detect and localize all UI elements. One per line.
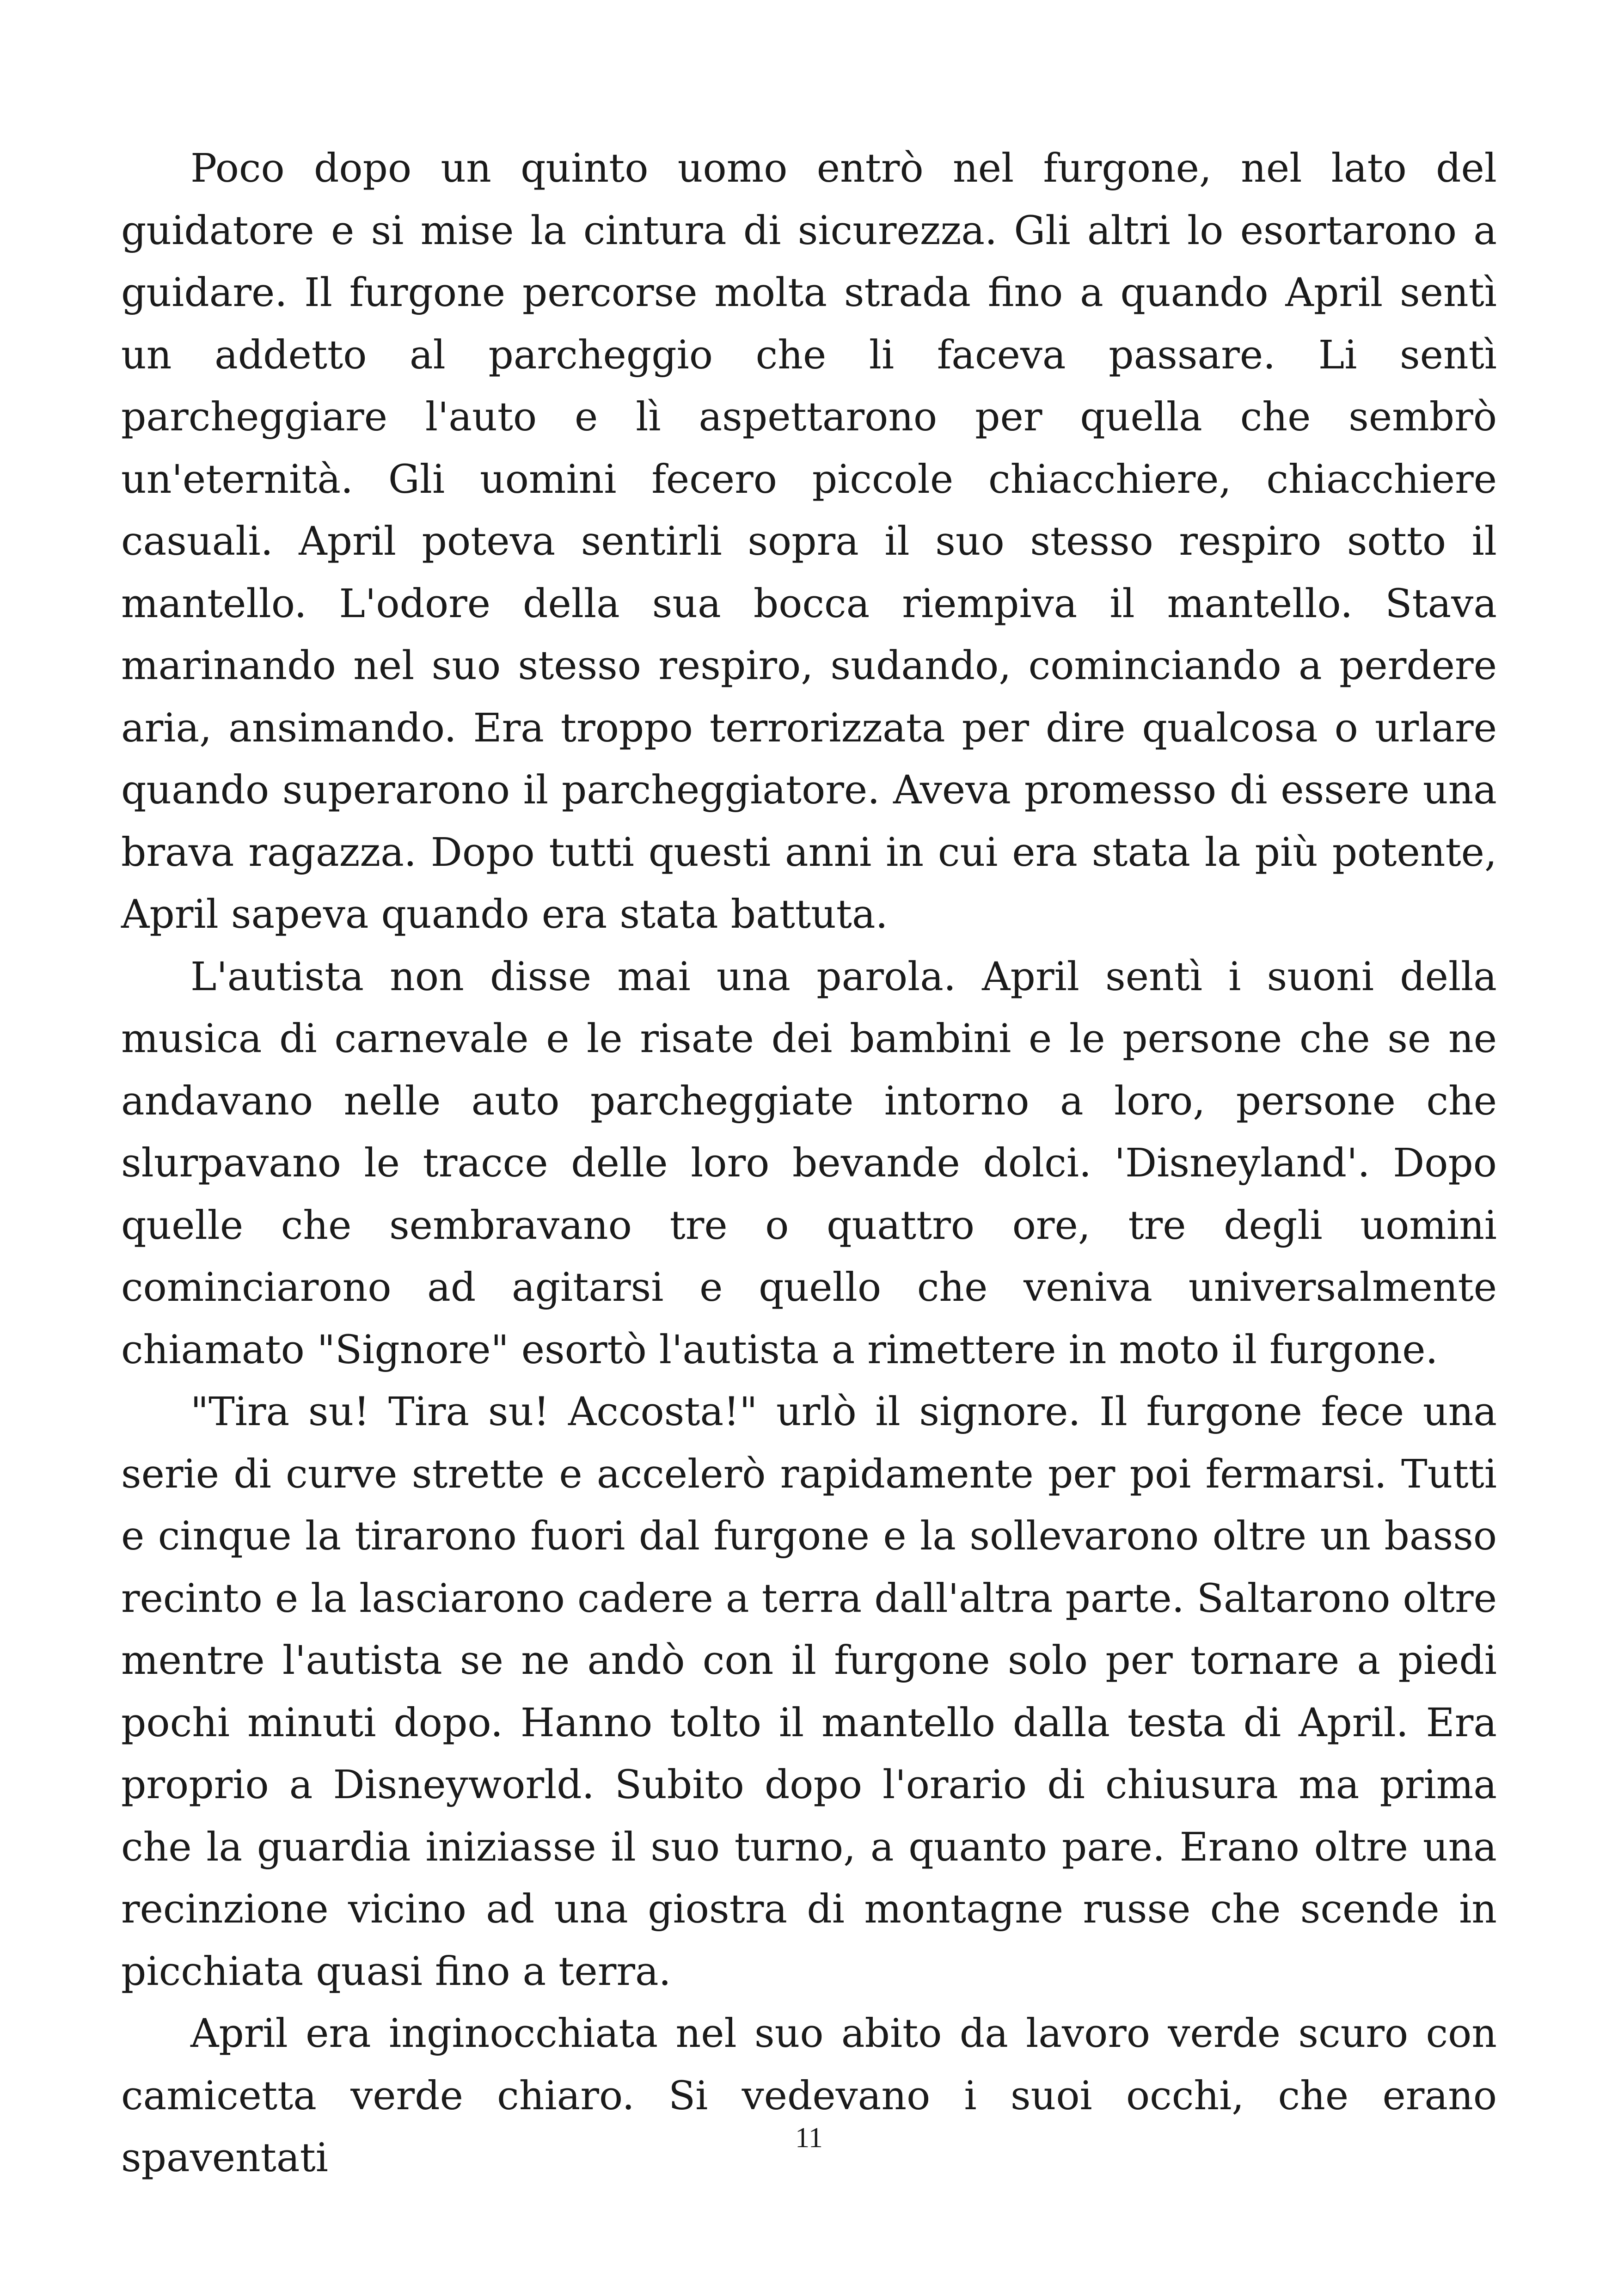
- paragraph: April era inginocchiata nel suo abito da lavoro verde scuro con camicetta verde chiaro. Si vedevano i suoi occhi, che erano spaventati: [121, 2011, 1497, 2181]
- paragraph: Poco dopo un quinto uomo entrò nel furgone, nel lato del guidatore e si mise la cintura di sicurezza. Gli altri lo esortarono a guidare. Il furgone percorse molta strada fino a quando April sentì un addetto al parcheggio che li faceva passare. Li sentì parcheggiare l'auto e lì aspettarono per quella che sembrò un'eternità. Gli uomini fecero piccole chiacchiere, chiacchiere casuali. April poteva sentirli sopra il suo stesso respiro sotto il mantello. L'odore della sua bocca riempiva il mantello. Stava marinando nel suo stesso respiro, sudando, cominciando a perdere aria, ansimando. Era troppo terrorizzata per dire qualcosa o urlare quando superarono il parcheggiatore. Aveva promesso di essere una brava ragazza. Dopo tutti questi anni in cui era stata la più potente, April sapeva quando era stata battuta.: [121, 146, 1497, 937]
- body-text: [121, 138, 1497, 2190]
- page-number: 11: [795, 2122, 823, 2154]
- paragraph: L'autista non disse mai una parola. April sentì i suoni della musica di carnevale e le risate dei bambini e le persone che se ne andavano nelle auto parcheggiate intorno a loro, persone che slurpavano le tracce delle loro bevande dolci. 'Disneyland'. Dopo quelle che sembravano tre o quattro ore, tre degli uomini cominciarono ad agitarsi e quello che veniva universalmente chiamato "Signore" esortò l'autista a rimettere in moto il furgone.: [121, 954, 1497, 1373]
- paragraph: "Tira su! Tira su! Accosta!" urlò il signore. Il furgone fece una serie di curve strette e accelerò rapidamente per poi fermarsi. Tutti e cinque la tirarono fuori dal furgone e la sollevarono oltre un basso recinto e la lasciarono cadere a terra dall'altra parte. Saltarono oltre mentre l'autista se ne andò con il furgone solo per tornare a piedi pochi minuti dopo. Hanno tolto il mantello dalla testa di April. Era proprio a Disneyworld. Subito dopo l'orario di chiusura ma prima che la guardia iniziasse il suo turno, a quanto pare. Erano oltre una recinzione vicino ad una giostra di montagne russe che scende in picchiata quasi fino a terra.: [121, 1389, 1497, 1995]
